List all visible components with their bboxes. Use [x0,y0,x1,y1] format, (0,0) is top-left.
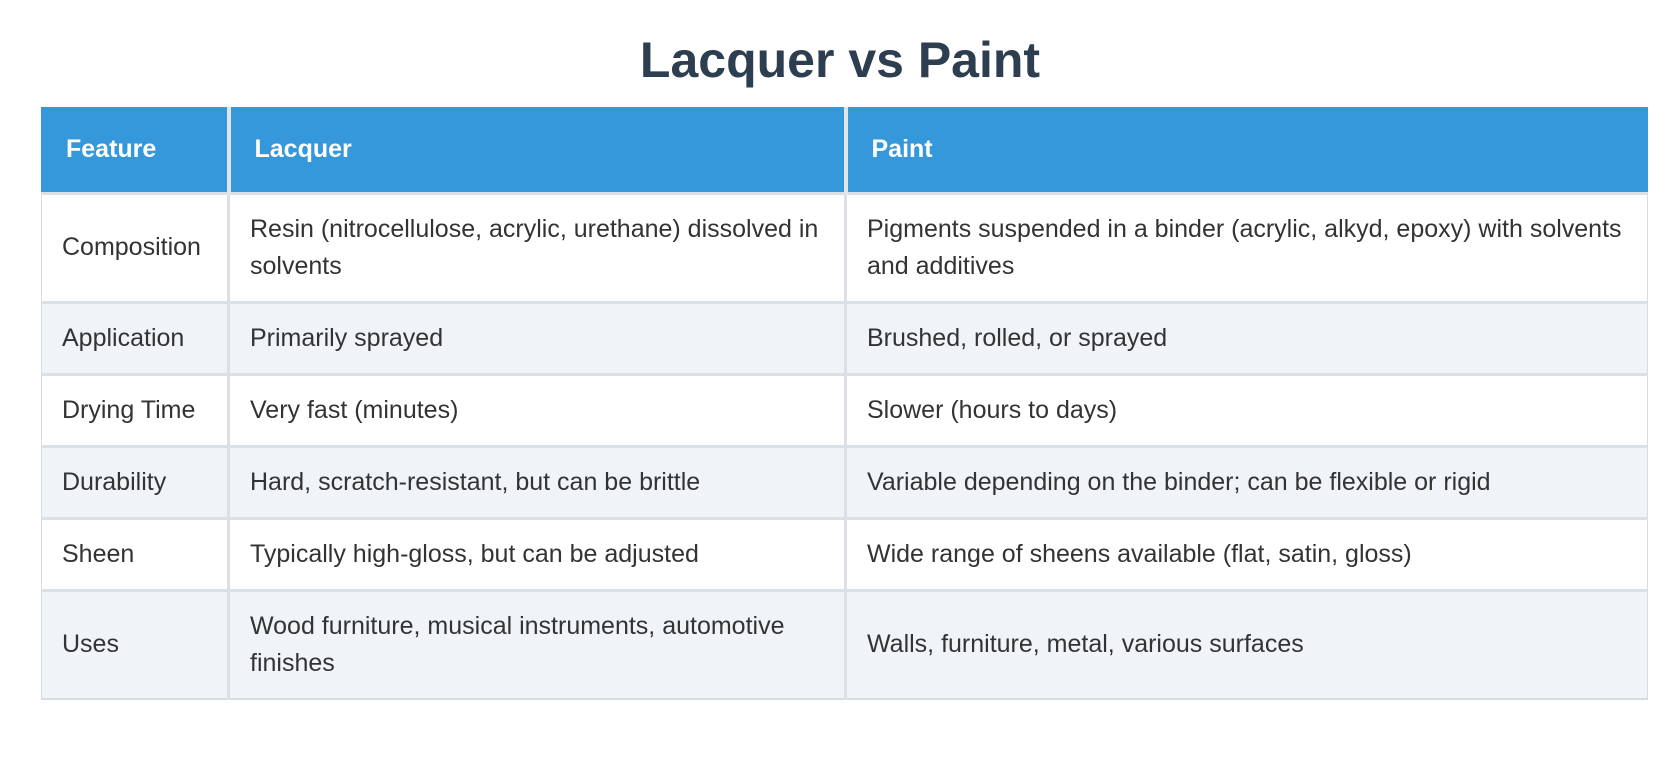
lacquer-cell: Typically high-gloss, but can be adjusted [229,518,846,590]
paint-cell: Slower (hours to days) [846,374,1648,446]
table-row [42,374,1648,446]
column-header-lacquer: Lacquer [229,107,846,193]
paint-cell: Variable depending on the binder; can be flexible or rigid [846,446,1648,518]
table-row [42,518,1648,590]
paint-cell: Pigments suspended in a binder (acrylic, alkyd, epoxy) with solvents and additives [846,193,1648,302]
comparison-table-container [41,107,1647,700]
feature-cell: Sheen [42,518,229,590]
feature-cell: Drying Time [42,374,229,446]
page-title: Lacquer vs Paint [639,32,1041,88]
paint-cell: Walls, furniture, metal, various surfaces [846,590,1648,699]
feature-cell: Composition [42,193,229,302]
table-header [42,107,1648,193]
paint-cell: Brushed, rolled, or sprayed [846,302,1648,374]
lacquer-cell: Very fast (minutes) [229,374,846,446]
feature-cell: Application [42,302,229,374]
lacquer-cell: Primarily sprayed [229,302,846,374]
table-row [42,193,1648,302]
column-header-feature: Feature [42,107,229,193]
table-row [42,302,1648,374]
paint-cell: Wide range of sheens available (flat, satin, gloss) [846,518,1648,590]
table-row [42,446,1648,518]
table-row [42,590,1648,699]
header-row [42,107,1648,193]
feature-cell: Uses [42,590,229,699]
column-header-paint: Paint [846,107,1648,193]
table-body [42,193,1648,699]
lacquer-cell: Hard, scratch-resistant, but can be brittle [229,446,846,518]
feature-cell: Durability [42,446,229,518]
comparison-table [41,107,1648,700]
lacquer-cell: Wood furniture, musical instruments, automotive finishes [229,590,846,699]
lacquer-cell: Resin (nitrocellulose, acrylic, urethane) dissolved in solvents [229,193,846,302]
